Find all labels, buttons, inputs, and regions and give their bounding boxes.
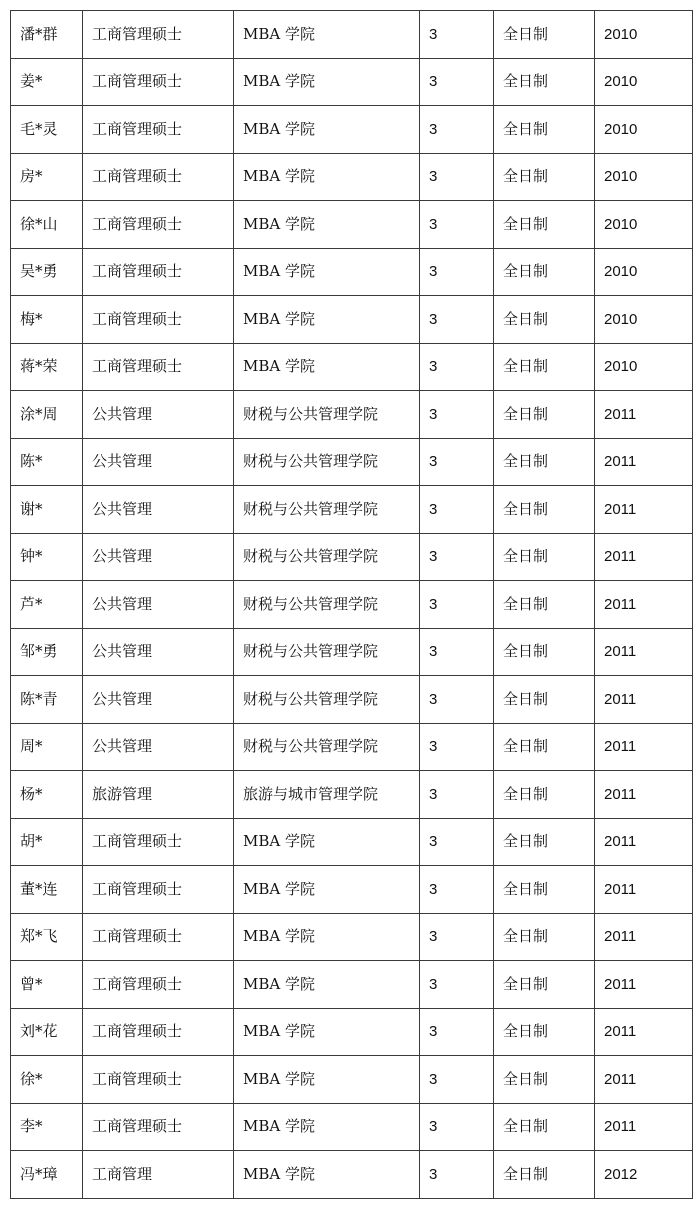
cell-study-mode: 全日制 <box>494 486 595 534</box>
table-body <box>11 11 693 1199</box>
cell-years: 3 <box>420 248 494 296</box>
table-row <box>11 486 693 534</box>
cell-name: 梅* <box>11 296 83 344</box>
table-row <box>11 438 693 486</box>
cell-study-mode: 全日制 <box>494 1103 595 1151</box>
cell-major: 旅游管理 <box>83 771 234 819</box>
cell-years: 3 <box>420 11 494 59</box>
cell-year: 2010 <box>595 296 693 344</box>
table-row <box>11 296 693 344</box>
cell-college: MBA 学院 <box>234 106 420 154</box>
cell-major: 公共管理 <box>83 628 234 676</box>
cell-name: 李* <box>11 1103 83 1151</box>
cell-major: 工商管理硕士 <box>83 343 234 391</box>
cell-college: MBA 学院 <box>234 153 420 201</box>
table-row <box>11 1008 693 1056</box>
cell-name: 陈* <box>11 438 83 486</box>
cell-name: 刘*花 <box>11 1008 83 1056</box>
cell-major: 工商管理硕士 <box>83 961 234 1009</box>
cell-college: MBA 学院 <box>234 866 420 914</box>
cell-years: 3 <box>420 913 494 961</box>
cell-study-mode: 全日制 <box>494 723 595 771</box>
cell-college: MBA 学院 <box>234 248 420 296</box>
cell-year: 2010 <box>595 11 693 59</box>
cell-college: MBA 学院 <box>234 343 420 391</box>
cell-college: 财税与公共管理学院 <box>234 723 420 771</box>
table-row <box>11 913 693 961</box>
table-row <box>11 248 693 296</box>
cell-study-mode: 全日制 <box>494 771 595 819</box>
cell-major: 公共管理 <box>83 533 234 581</box>
cell-college: 财税与公共管理学院 <box>234 391 420 439</box>
cell-major: 工商管理硕士 <box>83 1008 234 1056</box>
cell-year: 2011 <box>595 1008 693 1056</box>
cell-study-mode: 全日制 <box>494 1056 595 1104</box>
cell-name: 曾* <box>11 961 83 1009</box>
cell-years: 3 <box>420 961 494 1009</box>
cell-college: 财税与公共管理学院 <box>234 486 420 534</box>
cell-major: 工商管理硕士 <box>83 248 234 296</box>
cell-college: MBA 学院 <box>234 201 420 249</box>
cell-year: 2010 <box>595 106 693 154</box>
cell-major: 工商管理硕士 <box>83 818 234 866</box>
cell-college: MBA 学院 <box>234 11 420 59</box>
cell-name: 毛*灵 <box>11 106 83 154</box>
cell-year: 2011 <box>595 723 693 771</box>
cell-major: 公共管理 <box>83 486 234 534</box>
cell-major: 工商管理硕士 <box>83 913 234 961</box>
cell-years: 3 <box>420 106 494 154</box>
cell-study-mode: 全日制 <box>494 343 595 391</box>
cell-years: 3 <box>420 723 494 771</box>
cell-name: 徐* <box>11 1056 83 1104</box>
cell-name: 房* <box>11 153 83 201</box>
cell-years: 3 <box>420 391 494 439</box>
cell-major: 工商管理硕士 <box>83 58 234 106</box>
cell-college: MBA 学院 <box>234 58 420 106</box>
cell-year: 2011 <box>595 581 693 629</box>
student-table <box>10 10 693 1199</box>
cell-name: 潘*群 <box>11 11 83 59</box>
cell-year: 2011 <box>595 866 693 914</box>
cell-year: 2011 <box>595 1103 693 1151</box>
cell-years: 3 <box>420 581 494 629</box>
cell-major: 工商管理硕士 <box>83 1056 234 1104</box>
table-row <box>11 581 693 629</box>
cell-years: 3 <box>420 771 494 819</box>
table-row <box>11 11 693 59</box>
cell-college: 财税与公共管理学院 <box>234 628 420 676</box>
cell-year: 2011 <box>595 961 693 1009</box>
table-row <box>11 676 693 724</box>
cell-major: 工商管理硕士 <box>83 1103 234 1151</box>
cell-college: MBA 学院 <box>234 296 420 344</box>
cell-major: 工商管理硕士 <box>83 296 234 344</box>
cell-year: 2011 <box>595 818 693 866</box>
cell-study-mode: 全日制 <box>494 866 595 914</box>
table-row <box>11 818 693 866</box>
cell-years: 3 <box>420 533 494 581</box>
cell-study-mode: 全日制 <box>494 58 595 106</box>
cell-years: 3 <box>420 866 494 914</box>
cell-year: 2011 <box>595 676 693 724</box>
cell-major: 工商管理硕士 <box>83 106 234 154</box>
table-row <box>11 961 693 1009</box>
cell-name: 杨* <box>11 771 83 819</box>
cell-college: 财税与公共管理学院 <box>234 533 420 581</box>
cell-study-mode: 全日制 <box>494 676 595 724</box>
table-row <box>11 1103 693 1151</box>
cell-study-mode: 全日制 <box>494 106 595 154</box>
cell-major: 公共管理 <box>83 723 234 771</box>
cell-year: 2012 <box>595 1151 693 1199</box>
cell-college: MBA 学院 <box>234 1056 420 1104</box>
table-row <box>11 391 693 439</box>
cell-study-mode: 全日制 <box>494 391 595 439</box>
cell-years: 3 <box>420 1008 494 1056</box>
cell-study-mode: 全日制 <box>494 153 595 201</box>
cell-major: 公共管理 <box>83 391 234 439</box>
cell-study-mode: 全日制 <box>494 818 595 866</box>
cell-name: 董*连 <box>11 866 83 914</box>
cell-name: 周* <box>11 723 83 771</box>
cell-major: 工商管理硕士 <box>83 11 234 59</box>
cell-college: 财税与公共管理学院 <box>234 676 420 724</box>
cell-major: 工商管理硕士 <box>83 866 234 914</box>
cell-years: 3 <box>420 1151 494 1199</box>
cell-name: 郑*飞 <box>11 913 83 961</box>
cell-name: 涂*周 <box>11 391 83 439</box>
cell-study-mode: 全日制 <box>494 11 595 59</box>
cell-name: 陈*青 <box>11 676 83 724</box>
cell-major: 公共管理 <box>83 581 234 629</box>
table-row <box>11 1056 693 1104</box>
table-row <box>11 771 693 819</box>
cell-name: 邹*勇 <box>11 628 83 676</box>
cell-years: 3 <box>420 296 494 344</box>
cell-year: 2010 <box>595 153 693 201</box>
cell-year: 2010 <box>595 201 693 249</box>
cell-study-mode: 全日制 <box>494 628 595 676</box>
cell-study-mode: 全日制 <box>494 581 595 629</box>
cell-major: 工商管理 <box>83 1151 234 1199</box>
cell-name: 胡* <box>11 818 83 866</box>
cell-study-mode: 全日制 <box>494 248 595 296</box>
cell-major: 工商管理硕士 <box>83 153 234 201</box>
cell-name: 蒋*荣 <box>11 343 83 391</box>
cell-year: 2011 <box>595 913 693 961</box>
cell-name: 冯*璋 <box>11 1151 83 1199</box>
table-row <box>11 628 693 676</box>
cell-college: MBA 学院 <box>234 1103 420 1151</box>
cell-study-mode: 全日制 <box>494 913 595 961</box>
cell-major: 公共管理 <box>83 438 234 486</box>
cell-college: 财税与公共管理学院 <box>234 438 420 486</box>
cell-major: 公共管理 <box>83 676 234 724</box>
table-row <box>11 58 693 106</box>
cell-years: 3 <box>420 628 494 676</box>
cell-college: MBA 学院 <box>234 1151 420 1199</box>
table-row <box>11 343 693 391</box>
cell-college: 财税与公共管理学院 <box>234 581 420 629</box>
cell-years: 3 <box>420 676 494 724</box>
cell-year: 2010 <box>595 248 693 296</box>
cell-years: 3 <box>420 486 494 534</box>
cell-study-mode: 全日制 <box>494 961 595 1009</box>
cell-year: 2011 <box>595 533 693 581</box>
cell-college: 旅游与城市管理学院 <box>234 771 420 819</box>
table-row <box>11 153 693 201</box>
cell-years: 3 <box>420 1103 494 1151</box>
cell-years: 3 <box>420 343 494 391</box>
cell-year: 2011 <box>595 438 693 486</box>
cell-college: MBA 学院 <box>234 818 420 866</box>
cell-study-mode: 全日制 <box>494 533 595 581</box>
table-row <box>11 723 693 771</box>
cell-year: 2011 <box>595 391 693 439</box>
cell-study-mode: 全日制 <box>494 296 595 344</box>
table-row <box>11 866 693 914</box>
cell-years: 3 <box>420 818 494 866</box>
cell-years: 3 <box>420 438 494 486</box>
table-row <box>11 106 693 154</box>
cell-year: 2011 <box>595 486 693 534</box>
cell-study-mode: 全日制 <box>494 1008 595 1056</box>
cell-years: 3 <box>420 201 494 249</box>
cell-year: 2011 <box>595 628 693 676</box>
cell-study-mode: 全日制 <box>494 201 595 249</box>
cell-study-mode: 全日制 <box>494 1151 595 1199</box>
cell-name: 姜* <box>11 58 83 106</box>
table-row <box>11 201 693 249</box>
cell-year: 2011 <box>595 1056 693 1104</box>
cell-years: 3 <box>420 58 494 106</box>
cell-years: 3 <box>420 153 494 201</box>
cell-name: 吴*勇 <box>11 248 83 296</box>
cell-name: 徐*山 <box>11 201 83 249</box>
cell-years: 3 <box>420 1056 494 1104</box>
cell-name: 谢* <box>11 486 83 534</box>
cell-college: MBA 学院 <box>234 961 420 1009</box>
cell-name: 芦* <box>11 581 83 629</box>
cell-study-mode: 全日制 <box>494 438 595 486</box>
cell-year: 2010 <box>595 58 693 106</box>
cell-college: MBA 学院 <box>234 913 420 961</box>
cell-name: 钟* <box>11 533 83 581</box>
cell-year: 2011 <box>595 771 693 819</box>
cell-college: MBA 学院 <box>234 1008 420 1056</box>
cell-major: 工商管理硕士 <box>83 201 234 249</box>
cell-year: 2010 <box>595 343 693 391</box>
table-row <box>11 1151 693 1199</box>
table-row <box>11 533 693 581</box>
